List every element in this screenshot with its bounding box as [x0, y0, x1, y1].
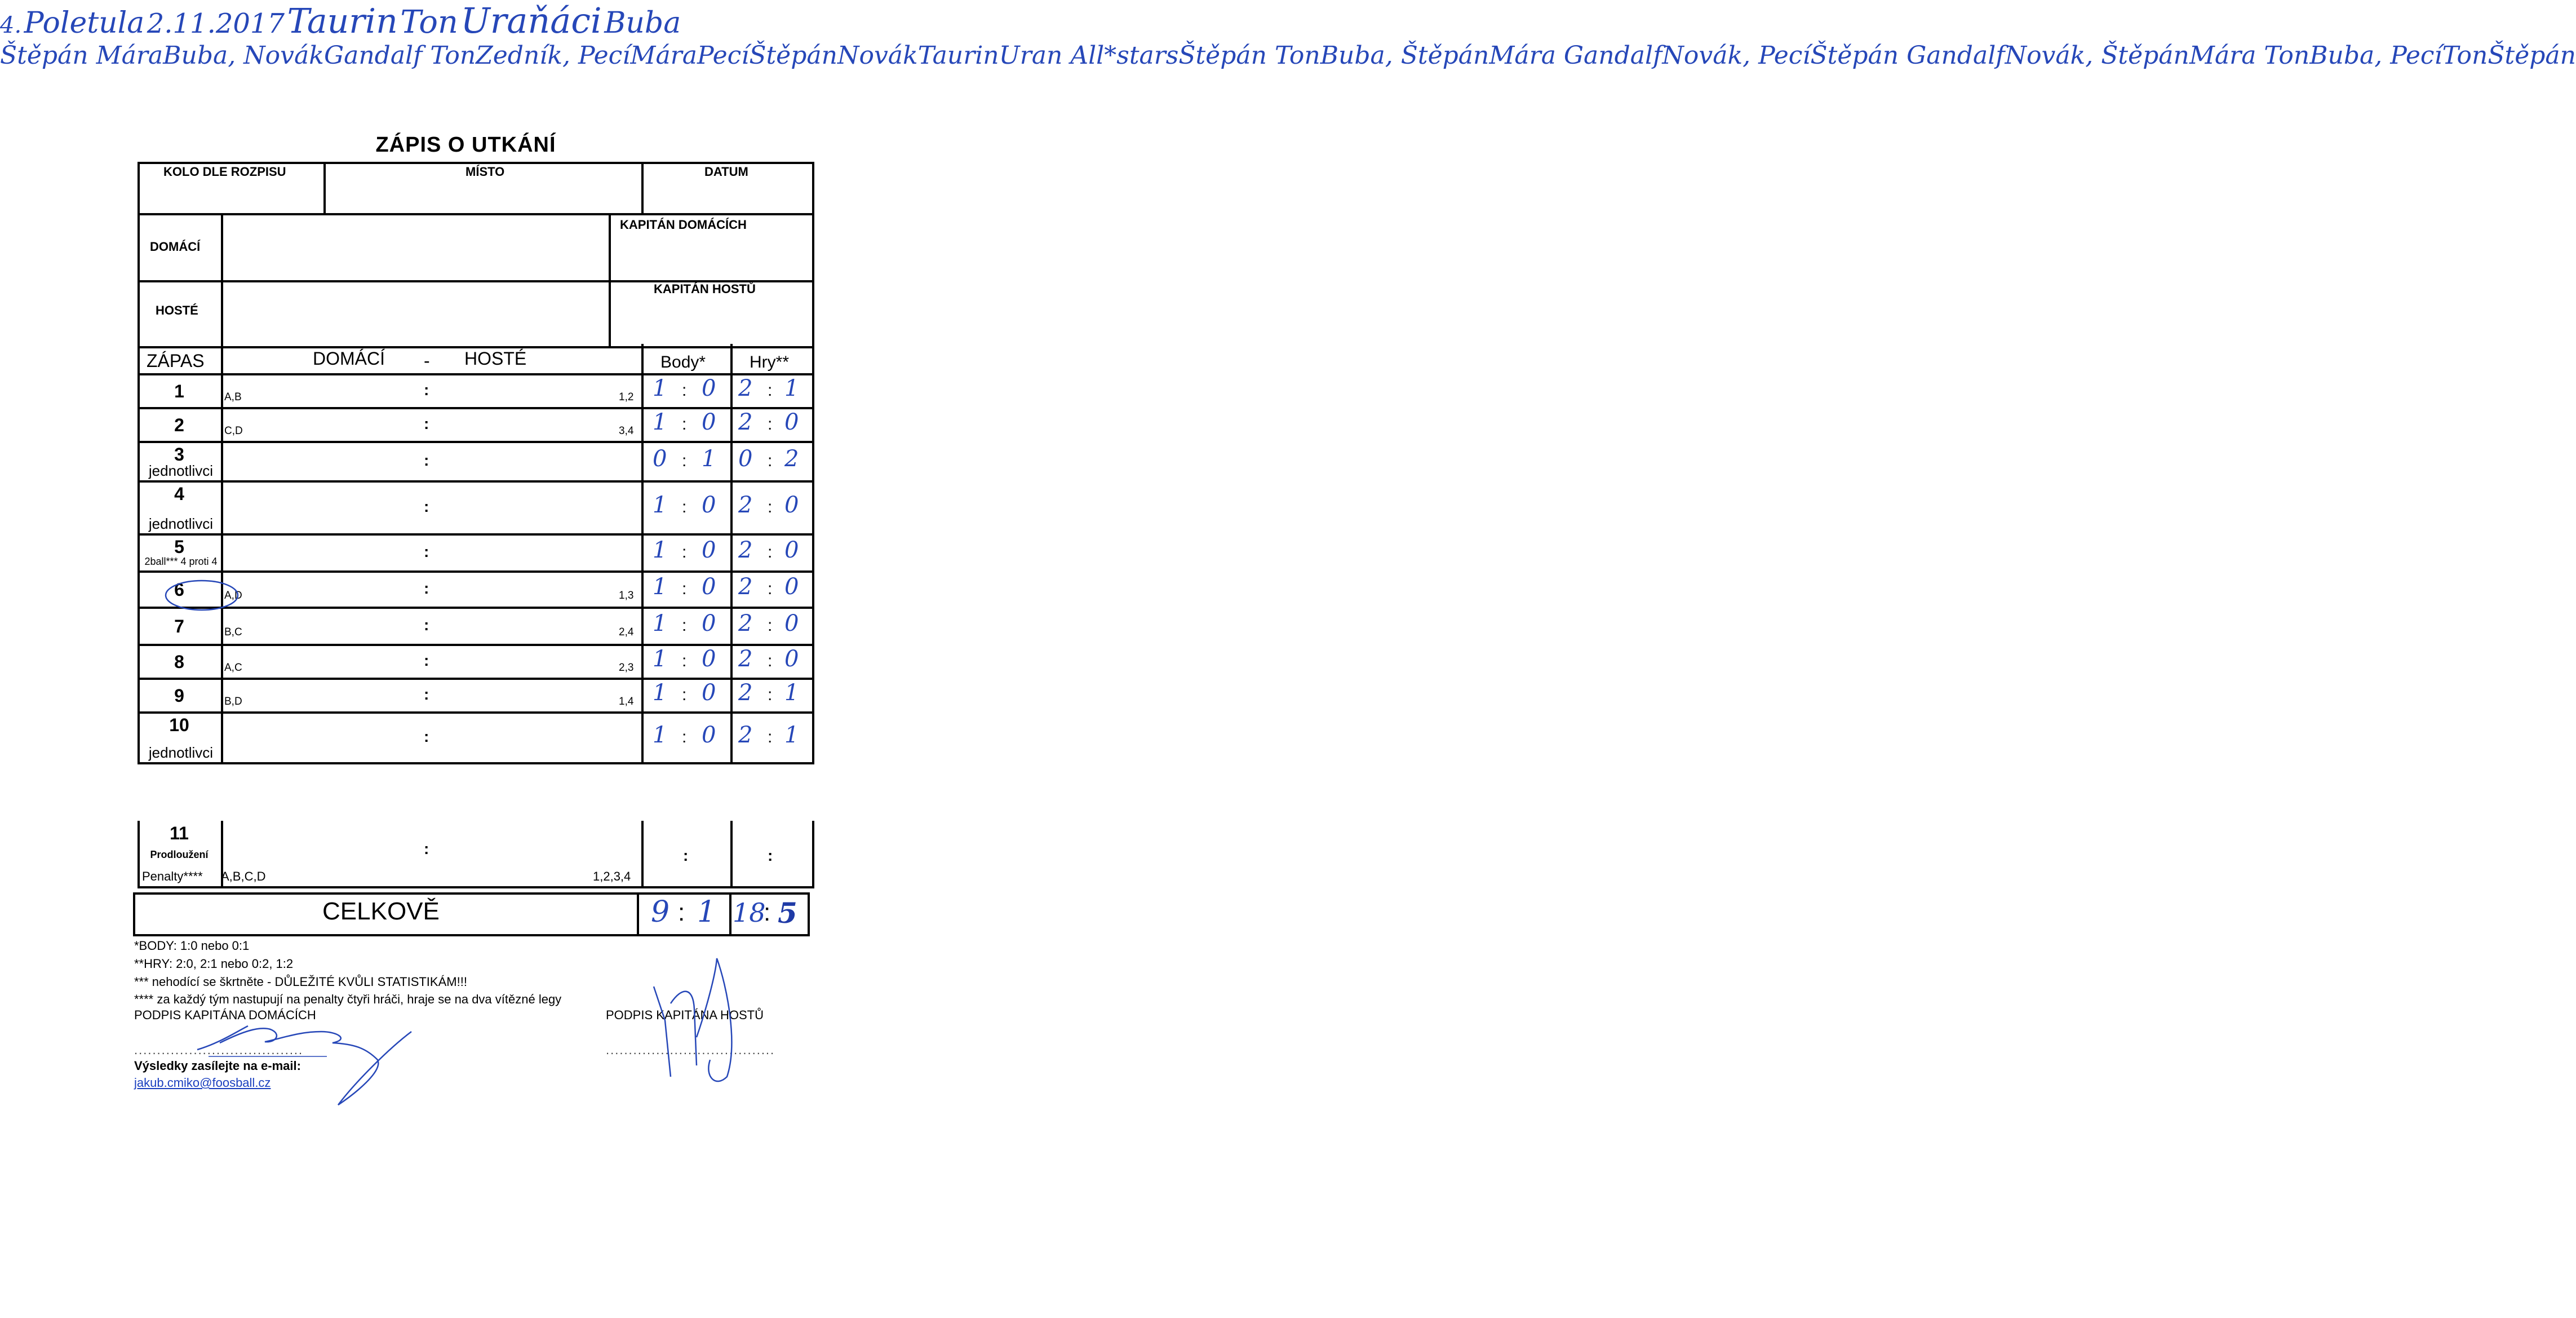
- body-right: 0: [702, 680, 716, 706]
- hry-left: 2: [738, 375, 753, 401]
- home-players: Mára: [630, 41, 697, 70]
- hry-colon: :: [768, 728, 773, 746]
- away-players: Uran All*stars: [999, 41, 1179, 70]
- hry-right: 1: [784, 722, 799, 748]
- vs-colon: :: [424, 616, 429, 634]
- body-right: 0: [702, 574, 716, 600]
- body-right: 0: [702, 646, 716, 672]
- misto-label: MÍSTO: [465, 165, 505, 179]
- body-left: 1: [653, 646, 667, 672]
- away-code: 3,4: [619, 425, 634, 437]
- home-players: Štěpán Gandalf: [1810, 41, 2005, 70]
- hry-left: 2: [738, 537, 753, 563]
- body-colon: :: [682, 498, 687, 516]
- hry-right: 1: [784, 680, 799, 706]
- home-players: Štěpán Mára: [0, 41, 163, 70]
- body-colon: :: [682, 728, 687, 746]
- body-left: 1: [653, 537, 667, 563]
- overtime-number: 11: [170, 823, 189, 843]
- home-players: Štěpán: [749, 41, 837, 70]
- away-players: Novák: [837, 41, 918, 70]
- body-right: 0: [702, 722, 716, 748]
- vs-colon: :: [424, 543, 429, 560]
- body-colon: :: [682, 616, 687, 635]
- away-players: Pecí: [697, 41, 750, 70]
- home-code: A,D: [224, 590, 242, 601]
- match-number: 4: [174, 484, 184, 504]
- body-left: 1: [653, 722, 667, 748]
- hry-right: 0: [784, 409, 799, 435]
- kapitan-hostu-value: Buba: [604, 6, 681, 40]
- home-code: B,D: [224, 696, 242, 707]
- body-left: 1: [653, 574, 667, 600]
- body-colon: :: [682, 543, 687, 561]
- home-code: B,C: [224, 626, 242, 638]
- match-number: 6: [174, 580, 184, 600]
- total-hry-right: 5: [778, 896, 797, 930]
- away-players: Štěpán: [2488, 41, 2576, 70]
- body-right: 0: [702, 537, 716, 563]
- datum-label: DATUM: [704, 165, 748, 179]
- body-left: 1: [653, 492, 667, 518]
- away-players: Buba, Novák: [163, 41, 324, 70]
- hry-right: 0: [784, 574, 799, 600]
- hry-left: 2: [738, 574, 753, 600]
- away-code: 1,3: [619, 590, 634, 601]
- match-number: 5: [174, 537, 184, 557]
- away-code: 2,3: [619, 662, 634, 674]
- total-label: CELKOVĚ: [322, 897, 440, 925]
- away-players: Buba, Pecí: [2309, 41, 2442, 70]
- total-body-left: 9: [651, 895, 670, 929]
- hry-left: 2: [738, 680, 753, 706]
- away-code: 1,4: [619, 696, 634, 707]
- hry-colon: :: [768, 543, 773, 561]
- send-label: Výsledky zasílejte na e-mail:: [134, 1059, 301, 1073]
- overtime-hry-colon: :: [768, 847, 773, 864]
- kapitan-domacich-label: KAPITÁN DOMÁCÍCH: [620, 218, 747, 232]
- match-type: jednotlivci: [148, 462, 214, 479]
- body-colon: :: [682, 452, 687, 470]
- col-hry: Hry**: [750, 353, 790, 371]
- hoste-value: Uraňáci: [460, 0, 602, 41]
- penalty-label: Penalty****: [142, 869, 203, 883]
- hry-right: 1: [784, 375, 799, 401]
- sig-home-line: .....................................: [134, 1043, 304, 1057]
- sig-home-label: PODPIS KAPITÁNA DOMÁCÍCH: [134, 1008, 316, 1022]
- footnote-body: *BODY: 1:0 nebo 0:1: [134, 939, 250, 953]
- body-left: 0: [653, 446, 667, 472]
- match-type: jednotlivci: [148, 515, 214, 532]
- col-body: Body*: [660, 353, 706, 371]
- match-number: 9: [174, 685, 184, 706]
- footnote-2ball: *** nehodící se škrtněte - DŮLEŽITÉ KVŮLI STATISTIKÁM!!!: [134, 975, 467, 989]
- footnote-hry: **HRY: 2:0, 2:1 nebo 0:2, 1:2: [134, 957, 294, 971]
- hry-left: 2: [738, 646, 753, 672]
- overtime-body-colon: :: [683, 847, 689, 864]
- home-players: Mára Ton: [2189, 41, 2310, 70]
- col-zapas: ZÁPAS: [147, 351, 205, 371]
- hry-right: 0: [784, 537, 799, 563]
- match-number: 10: [169, 715, 189, 735]
- kolo-label: KOLO DLE ROZPISU: [163, 165, 286, 179]
- body-colon: :: [682, 415, 687, 434]
- total-hry-colon: :: [764, 899, 771, 926]
- hry-colon: :: [768, 381, 773, 400]
- match-number: 7: [174, 616, 184, 636]
- body-right: 0: [702, 375, 716, 401]
- sig-away-label: PODPIS KAPITÁNA HOSTŮ: [606, 1008, 764, 1022]
- total-hry-left: 18: [733, 897, 766, 928]
- email-link[interactable]: jakub.cmiko@foosball.cz: [134, 1076, 271, 1090]
- match-number: 1: [174, 381, 184, 401]
- vs-colon: :: [424, 580, 429, 597]
- home-players: Ton: [2442, 41, 2488, 70]
- domaci-label: DOMÁCÍ: [150, 240, 201, 254]
- hry-right: 2: [784, 446, 799, 472]
- away-code: 1,2: [619, 391, 634, 403]
- total-body-right: 1: [697, 895, 716, 929]
- domaci-value: Taurin: [287, 2, 398, 41]
- body-right: 1: [702, 446, 716, 472]
- hry-right: 0: [784, 611, 799, 636]
- circle-annotation: [167, 578, 246, 612]
- vs-colon: :: [424, 652, 429, 669]
- body-left: 1: [653, 680, 667, 706]
- away-captain-signature: [642, 953, 755, 1088]
- hry-left: 2: [738, 409, 753, 435]
- kapitan-hostu-label: KAPITÁN HOSTŮ: [654, 282, 756, 296]
- body-colon: :: [682, 652, 687, 670]
- body-colon: :: [682, 580, 687, 598]
- match-number: 8: [174, 652, 184, 672]
- hry-left: 2: [738, 492, 753, 518]
- home-players: Štěpán Ton: [1178, 41, 1320, 70]
- vs-colon: :: [424, 728, 429, 745]
- match-number: 2: [174, 415, 184, 435]
- home-players: Gandalf Ton: [323, 41, 476, 70]
- hry-right: 0: [784, 646, 799, 672]
- footnote-penalty: **** za každý tým nastupují na penalty čtyři hráči, hraje se na dva vítězné legy: [134, 992, 562, 1006]
- away-players: Zedník, Pecí: [476, 41, 631, 70]
- away-players: Buba, Štěpán: [1320, 41, 1489, 70]
- match-number: 3: [174, 444, 184, 465]
- hry-left: 2: [738, 611, 753, 636]
- away-code: 2,4: [619, 626, 634, 638]
- hry-colon: :: [768, 580, 773, 598]
- hry-left: 2: [738, 722, 753, 748]
- col-hoste: HOSTÉ: [464, 348, 527, 369]
- overtime-home-code: A,B,C,D: [221, 869, 266, 883]
- overtime-away-code: 1,2,3,4: [593, 869, 631, 883]
- home-code: C,D: [224, 425, 243, 437]
- body-right: 0: [702, 611, 716, 636]
- hry-colon: :: [768, 415, 773, 434]
- vs-colon: :: [424, 498, 429, 515]
- home-players: Mára Gandalf: [1489, 41, 1662, 70]
- body-left: 1: [653, 375, 667, 401]
- vs-colon: :: [424, 452, 429, 469]
- kolo-value: 4.: [0, 12, 22, 38]
- match-type: jednotlivci: [148, 744, 214, 761]
- hry-colon: :: [768, 498, 773, 516]
- total-body-colon: :: [678, 899, 685, 926]
- vs-colon: :: [424, 685, 429, 703]
- away-players: Novák, Pecí: [1662, 41, 1811, 70]
- hoste-label: HOSTÉ: [156, 303, 198, 317]
- col-dash: -: [424, 351, 430, 371]
- misto-value: Poletula: [24, 6, 145, 40]
- away-players: Novák, Štěpán: [2005, 41, 2189, 70]
- kapitan-domacich-value: Ton: [400, 4, 458, 41]
- home-players: Taurin: [917, 41, 999, 70]
- datum-value: 2.11.2017: [147, 8, 285, 39]
- body-right: 0: [702, 492, 716, 518]
- sig-away-line: .....................................: [606, 1043, 775, 1057]
- overtime-vs-colon: :: [424, 840, 429, 857]
- overtime-label: Prodloužení: [150, 849, 209, 860]
- home-code: A,B: [224, 391, 242, 403]
- body-colon: :: [682, 381, 687, 400]
- hry-colon: :: [768, 452, 773, 470]
- body-left: 1: [653, 409, 667, 435]
- home-code: A,C: [224, 662, 242, 674]
- vs-colon: :: [424, 415, 429, 432]
- header-table: [138, 162, 814, 348]
- match-type: 2ball*** 4 proti 4: [144, 556, 218, 567]
- body-left: 1: [653, 611, 667, 636]
- hry-left: 0: [738, 446, 753, 472]
- vs-colon: :: [424, 381, 429, 399]
- body-right: 0: [702, 409, 716, 435]
- home-captain-signature: [186, 1009, 423, 1111]
- hry-right: 0: [784, 492, 799, 518]
- hry-colon: :: [768, 616, 773, 635]
- hry-colon: :: [768, 685, 773, 704]
- hry-colon: :: [768, 652, 773, 670]
- col-domaci: DOMÁCÍ: [313, 348, 385, 369]
- body-colon: :: [682, 685, 687, 704]
- page-title: ZÁPIS O UTKÁNÍ: [375, 133, 556, 157]
